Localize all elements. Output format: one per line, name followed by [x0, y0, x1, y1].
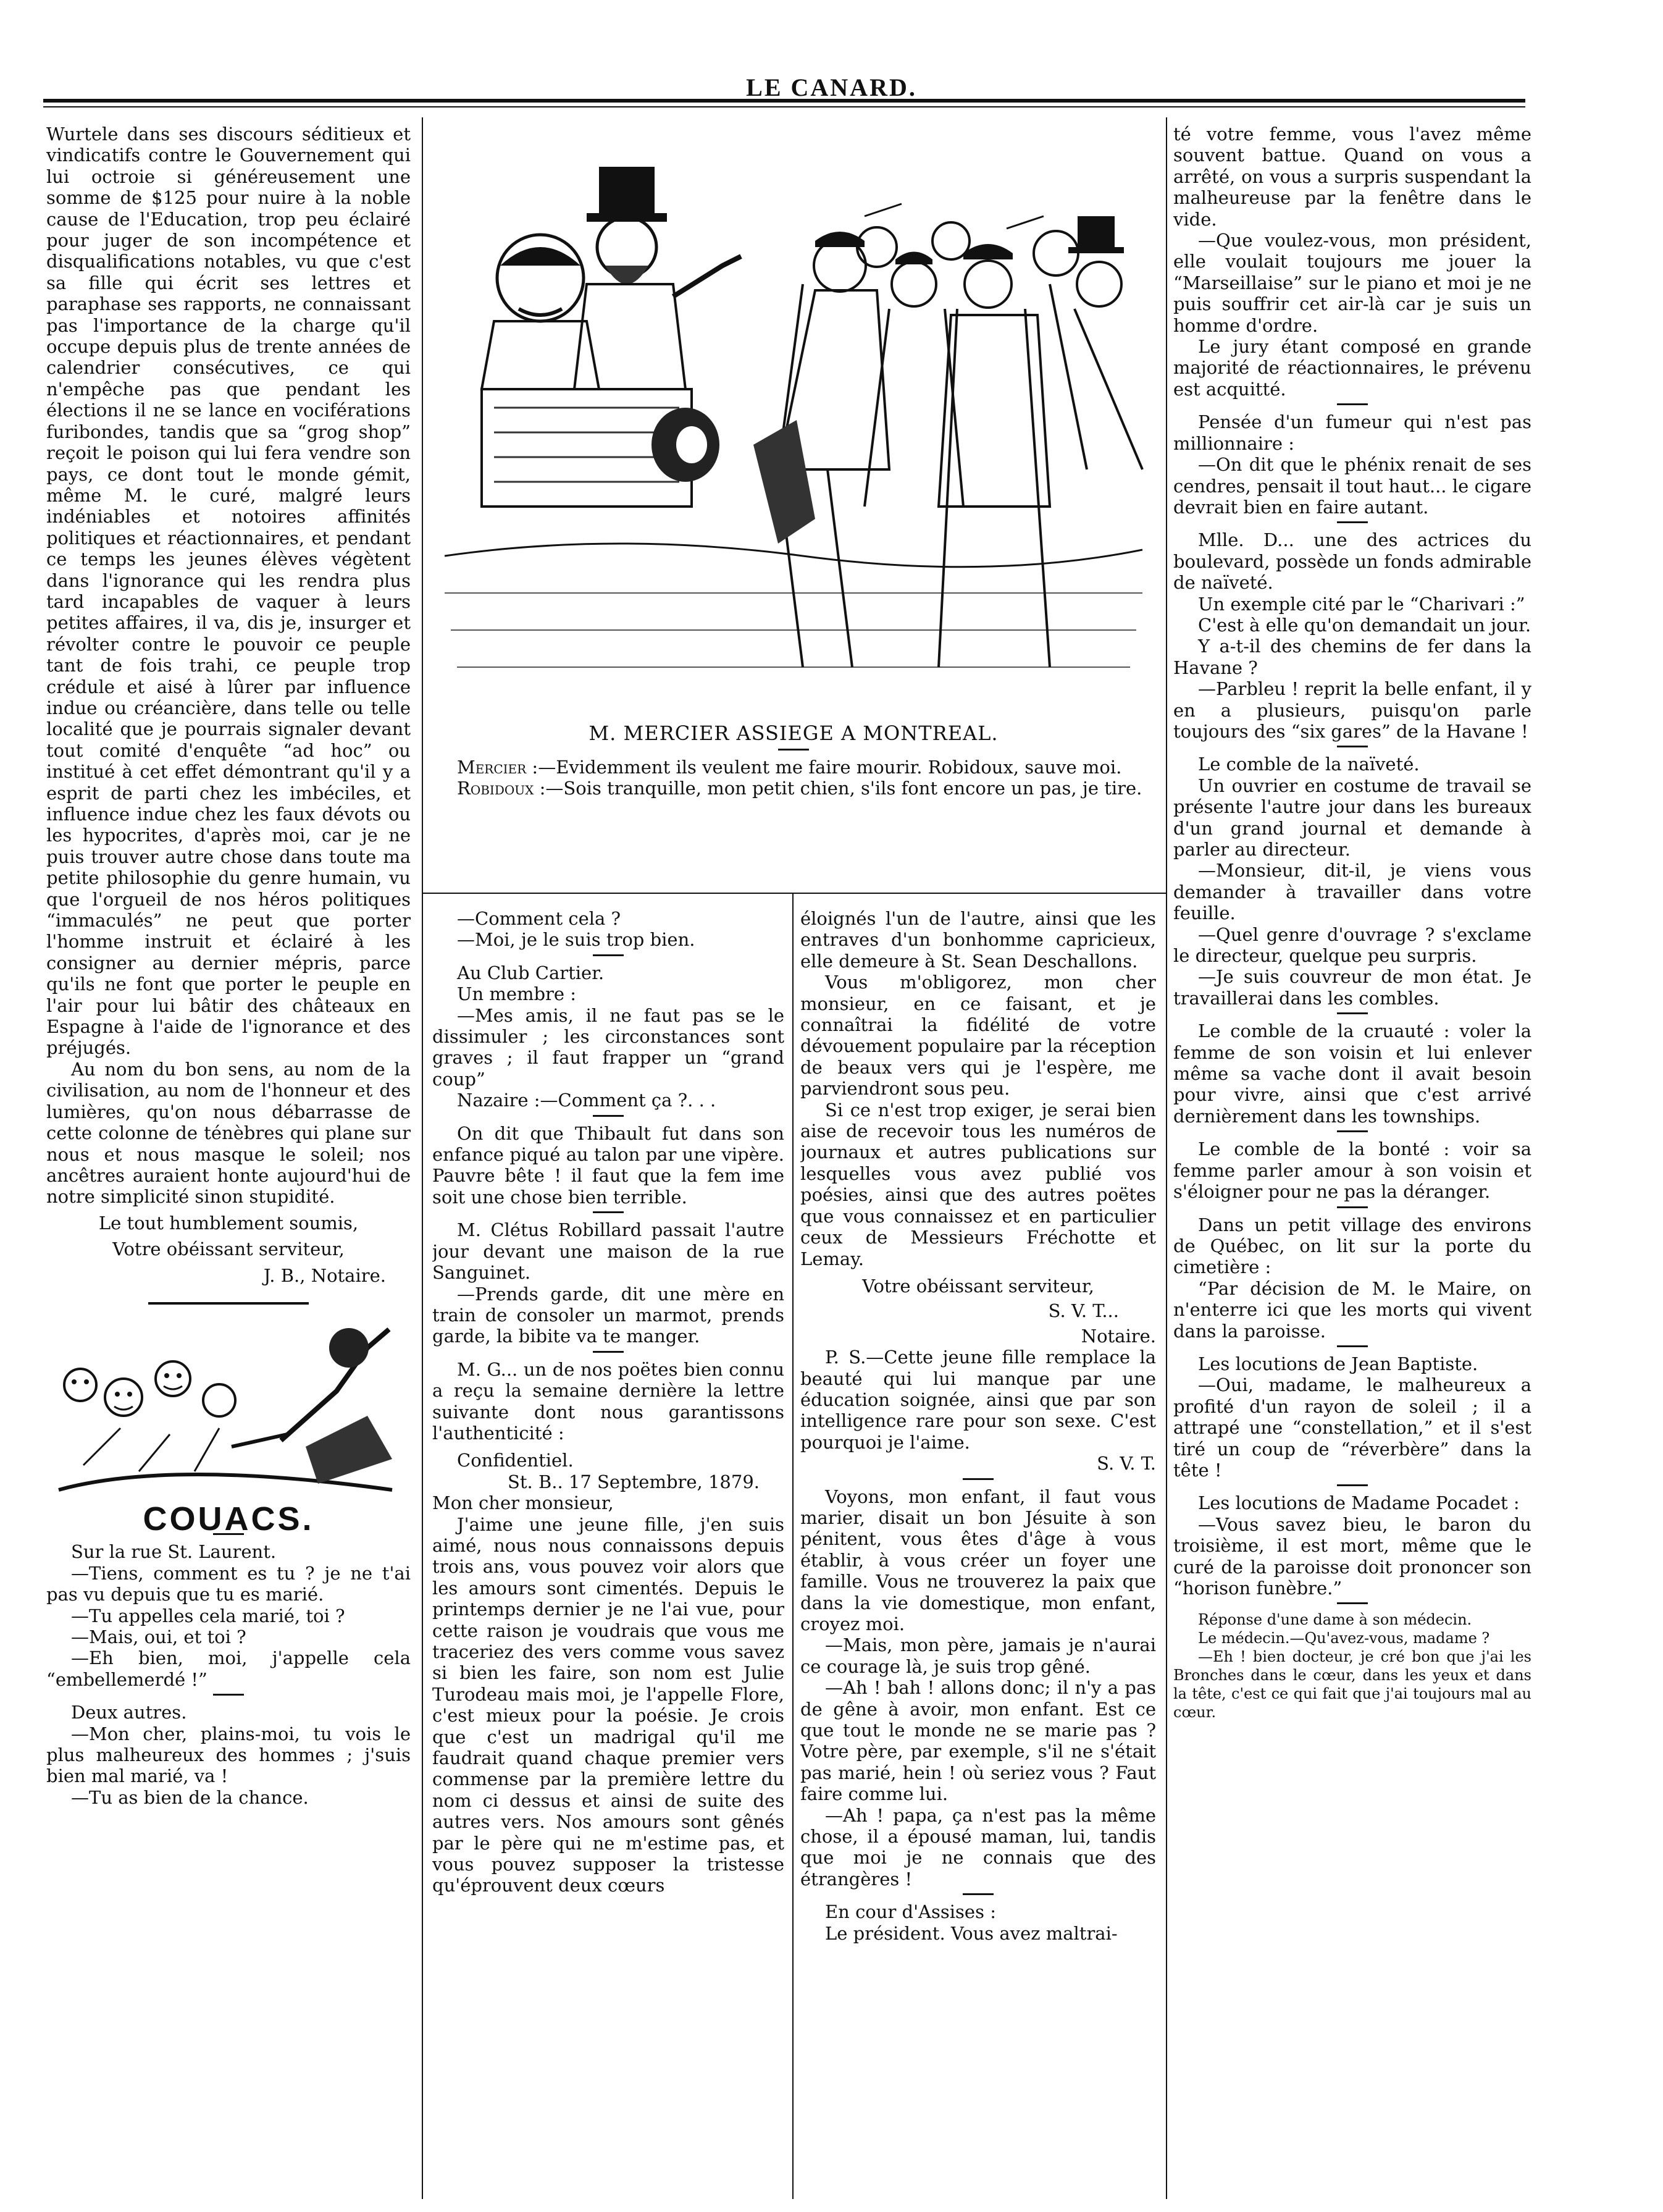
joke-text: On dit que Thibault fut dans son enfance piqué au talon par une vipère. Pauvre bête ! il faut que la fem ime soit une chose bien terrible. — [432, 1122, 784, 1208]
joke-text: Le médecin.—Qu'avez-vous, madame ? — [1198, 1630, 1490, 1647]
signature: S. V. T... — [1048, 1300, 1119, 1322]
joke-text: —Mon cher, plains-moi, tu vois le plus malheureux des hommes ; j'suis bien mal marié, va ! — [46, 1723, 411, 1787]
column-1 — [46, 124, 411, 2199]
joke-text: —Que voulez-vous, mon président, elle voulait toujours me jouer la “Marseillaise” sur le piano et moi je ne puis souffrir cet air-là car je suis un homme d'ordre. — [1173, 230, 1531, 336]
letter-text: J'aime une jeune fille, j'en suis aimé, nous nous connaissons depuis trois ans, vous pouvez voir alors que les amours sont cimentés. Depuis le printemps dernier je ne l'ai vue, pour cette raison je voudrais que vous me traceriez des vers comme vous savez si bien les faire, son nom est Julie Turodeau mais moi, je l'appelle Flore, c'est mieux pour la poésie. Je crois que c'est un madrigal qu'il me faudrait quand chaque premier vers commense par la première lettre du nom ci dessus et ainsi de suite des autres vers. Nos amours sont gênés par le père qui ne m'estime pas, et vous pouvez supposer la tristesse qu'éprouvent deux cœurs — [432, 1513, 784, 1896]
joke-text: Voyons, mon enfant, il faut vous marier, disait un bon Jésuite à son pénitent, vous êtes d'âge à vous établir, à vous créer un foyer une famille. Vous ne trouverez la paix que dans la vie domestique, mon enfant, croyez moi. — [800, 1486, 1156, 1634]
joke-text: Les locutions de Madame Pocadet : — [1198, 1492, 1520, 1514]
joke-text: —Mais, mon père, jamais je n'aurai ce courage là, je suis trop gêné. — [800, 1634, 1156, 1677]
joke-text: —Je suis couvreur de mon état. Je travaillerai dans les combles. — [1173, 966, 1531, 1009]
joke-text: té votre femme, vous l'avez même souvent battue. Quand on vous a arrêté, on vous a surpris suspendant la malheureuse par la fenêtre dans le vide. — [1173, 124, 1531, 230]
letter-text: Si ce n'est trop exiger, je serai bien aise de recevoir tous les numéros de journaux et autres publications sur lesquelles vous avez publié vos poésies, ainsi que des autres poëtes que vous connaissez et en particulier ceux de Messieurs Fréchotte et Lemay. — [800, 1099, 1156, 1269]
joke-text: —Oui, madame, le malheureux a profité d'un rayon de soleil ; il a attrapé une “constellation,” et il s'est tiré un coup de “réverbère” dans la tête ! — [1173, 1374, 1531, 1481]
joke-text: —Moi, je le suis trop bien. — [457, 929, 695, 951]
signature: J. B., Notaire. — [263, 1264, 386, 1286]
joke-text: Le jury étant composé en grande majorité de réactionnaires, le prévenu est acquitté. — [1173, 336, 1531, 400]
joke-text: Le comble de la bonté : voir sa femme parler amour à son voisin et s'éloigner pour ne pas la déranger. — [1173, 1138, 1531, 1203]
column-4 — [1173, 124, 1531, 2199]
caption-dialogue — [432, 757, 1149, 778]
separator — [213, 1694, 244, 1696]
dialogue-text: :—Evidemment ils veulent me faire mourir. Robidoux, sauve moi. — [526, 757, 1122, 778]
article-text: Wurtele dans ses discours séditieux et vindicatifs contre le Gouvernement qui lui octroie si généreusement une somme de $125 pour nuire à la noble cause de l'Education, trop peu éclairé pour juger de son incompétence et disqualifications notables, vu que c'est sa fille qui écrit ses lettres et paraphase ses rapports, ne connaissant pas l'importance de la charge qu'il occupe depuis plus de trente années de calendrier consécutives, ce qui n'empêche pas que pendant les élections il ne se lance en vociférations furibondes, tandis que sa “grog shop” reçoit le poison qui lui fera vendre son pays, ce dont tout le monde gémit, même M. le curé, malgré leurs indéniables et notoires affinités politiques et réactionnaires, et pendant ce temps les jeunes élèves végètent dans l'ignorance qui les rendra plus tard incapables de vaquer à leurs petites affaires, il va, dis je, insurger et révolter contre le pouvoir ce peuple tant de fois trahi, ce peuple trop crédule et aisé à lûrer par influence indue ou créancière, dans telle ou telle localité que je pourrais signaler devant tout comité d'enquête “ad hoc” ou institué à cet effet démontrant qu'il y a esprit de parti chez les imbéciles, et influence indue chez les faux dévots ou les hypocrites, d'après moi, car je ne puis trouver autre chose dans toute ma petite philosophie du genre humain, vu que l'orgueil de nos héros politiques “immaculés” ne peut que porter l'homme instruit et éclairé à les consigner au dernier mépris, parce qu'ils ne font que porter le peuple en l'air pour lui bâtir des châteaux en Espagne à l'aide de l'ignorance et des préjugés. — [46, 124, 411, 1059]
letter-heading: Confidentiel. — [457, 1450, 574, 1471]
joke-text: Réponse d'une dame à son médecin. — [1198, 1611, 1472, 1629]
separator — [1337, 1012, 1368, 1014]
joke-text: Un ouvrier en costume de travail se présente l'autre jour dans les bureaux d'un grand journal et demande à parler au directeur. — [1173, 775, 1531, 860]
closing: Votre obéissant serviteur, — [862, 1275, 1094, 1297]
column-2 — [432, 908, 784, 2199]
joke-text: Les locutions de Jean Baptiste. — [1198, 1353, 1478, 1374]
joke-text: —Quel genre d'ouvrage ? s'exclame le directeur, quelque peu surpris. — [1173, 923, 1531, 967]
joke-text: Mlle. D... une des actrices du boulevard, possède un fonds admirable de naïveté. — [1173, 529, 1531, 594]
joke-text: Nazaire :—Comment ça ?. . . — [457, 1090, 716, 1111]
separator — [963, 1478, 994, 1480]
joke-text: Au Club Cartier. — [457, 962, 605, 983]
joke-text: —Tiens, comment es tu ? je ne t'ai pas vu depuis que tu es marié. — [46, 1562, 411, 1605]
masthead-rule — [43, 99, 1525, 103]
joke-text: Le comble de la cruauté : voler la femme de son voisin et lui enlever même sa vache dont il avait besoin pour vivre, ainsi que c'est arrivé dernièrement dans les townships. — [1173, 1020, 1531, 1127]
speaker-name: Mercier — [457, 757, 527, 778]
joke-text: —Tu as bien de la chance. — [71, 1786, 309, 1808]
joke-text: Un exemple cité par le “Charivari :” — [1198, 593, 1525, 615]
letter-date: St. B.. 17 Septembre, 1879. — [508, 1471, 760, 1492]
joke-text: Sur la rue St. Laurent. — [71, 1541, 277, 1563]
joke-text: Le comble de la naïveté. — [1198, 754, 1420, 775]
speaker-name: Robidoux — [457, 778, 534, 799]
closing: Le tout humblement soumis, — [98, 1212, 359, 1234]
separator — [1337, 746, 1368, 747]
separator — [1337, 1345, 1368, 1347]
main-illustration — [432, 124, 1155, 717]
joke-text: —Vous savez bieu, le baron du troisième, il est mort, même que le curé de la paroisse doit prononcer son “horison funèbre.” — [1173, 1513, 1531, 1599]
separator — [593, 1351, 624, 1353]
joke-text: M. G... un de nos poëtes bien connu a reçu la semaine dernière la lettre suivante dont nous garantissons l'authenticité : — [432, 1358, 784, 1444]
separator — [593, 954, 624, 956]
separator — [1337, 1484, 1368, 1486]
couacs-illustration — [46, 1305, 411, 1508]
joke-text: —Parbleu ! reprit la belle enfant, il y en a plusieurs, puisqu'on parle toujours des “six gares” de la Havane ! — [1173, 678, 1531, 742]
letter-text: P. S.—Cette jeune fille remplace la beauté qui lui manque par une éducation soignée, ainsi que par son intelligence rare pour son sexe. C'est pourquoi je l'aime. — [800, 1347, 1156, 1453]
joke-text: Pensée d'un fumeur qui n'est pas millionnaire : — [1173, 411, 1531, 454]
joke-text: —Monsieur, dit-il, je viens vous demander à travailler dans votre feuille. — [1173, 860, 1531, 924]
joke-text: —Mes amis, il ne faut pas se le dissimuler ; les circonstances sont graves ; il faut frapper un “grand coup” — [432, 1004, 784, 1090]
separator — [1337, 521, 1368, 523]
joke-text: —Eh bien, moi, j'appelle cela “embellemerdé !” — [46, 1647, 411, 1690]
separator — [1337, 1206, 1368, 1208]
joke-text: M. Clétus Robillard passait l'autre jour devant une maison de la rue Sanguinet. — [432, 1219, 784, 1284]
separator — [593, 1115, 624, 1117]
closing: Votre obéissant serviteur, — [112, 1238, 345, 1260]
letter-text: éloignés l'un de l'autre, ainsi que les entraves d'un bonhomme capricieux, elle demeure à St. Sean Deschallons. — [800, 908, 1156, 972]
clowns-drawing-icon — [46, 1305, 411, 1508]
joke-text: —Comment cela ? — [457, 908, 621, 929]
joke-text: —Eh ! bien docteur, je cré bon que j'ai les Bronches dans le cœur, dans les yeux et dans la tête, c'est ce qui fait que j'ai toujours mal au cœur. — [1173, 1648, 1531, 1722]
joke-text: Deux autres. — [71, 1702, 187, 1723]
joke-text: —Mais, oui, et toi ? — [71, 1626, 246, 1647]
joke-text: —Tu appelles cela marié, toi ? — [71, 1605, 345, 1626]
joke-text: —Ah ! papa, ça n'est pas la même chose, il a épousé maman, lui, tandis que moi je ne connais que des étrangères ! — [800, 1804, 1156, 1890]
signature: S. V. T. — [1097, 1453, 1156, 1474]
separator — [1337, 403, 1368, 405]
column-divider — [422, 117, 423, 2199]
joke-text: —Prends garde, dit une mère en train de consoler un marmot, prends garde, la bibite va te manger. — [432, 1283, 784, 1347]
joke-text: —Ah ! bah ! allons donc; il n'y a pas de gêne à avoir, mon enfant. Est ce que tout le monde ne se marie pas ? Votre père, par exemple, s'il ne s'était pas marié, hein ! où seriez vous ? Faut faire comme lui. — [800, 1677, 1156, 1805]
caption-dialogue — [432, 778, 1149, 799]
separator — [778, 749, 809, 751]
letter-text: Vous m'obligorez, mon cher monsieur, en ce faisant, et je connaîtrai la fidélité de votre dévouement populaire par la réception de beaux vers qui je l'espère, me parviendront sous peu. — [800, 972, 1156, 1100]
masthead: LE CANARD. — [746, 74, 917, 101]
column-divider — [1166, 117, 1167, 2199]
joke-text: Le président. Vous avez maltrai- — [825, 1922, 1118, 1944]
couacs-heading: COUACS. — [143, 1500, 314, 1537]
separator — [1337, 1130, 1368, 1132]
column-divider — [792, 893, 794, 2199]
joke-text: “Par décision de M. le Maire, on n'enterre ici que les morts qui vivent dans la paroisse. — [1173, 1277, 1531, 1342]
illustration-caption-block — [432, 721, 1155, 799]
joke-text: —On dit que le phénix renait de ses cendres, pensait il tout haut... le cigare devrait bien en faire autant. — [1173, 454, 1531, 518]
signature-title: Notaire. — [1081, 1325, 1156, 1347]
separator — [963, 1893, 994, 1895]
section-divider — [422, 893, 1166, 894]
column-3 — [800, 908, 1156, 2199]
separator — [1337, 1602, 1368, 1604]
crowd-cartoon-icon — [432, 124, 1155, 717]
joke-text: C'est à elle qu'on demandait un jour. — [1198, 614, 1531, 636]
separator — [593, 1211, 624, 1213]
joke-text: Un membre : — [457, 983, 577, 1005]
illustration-caption: M. MERCIER ASSIEGE A MONTREAL. — [589, 721, 999, 745]
letter-salutation: Mon cher monsieur, — [432, 1492, 614, 1514]
joke-text: Dans un petit village des environs de Québec, on lit sur la porte du cimetière : — [1173, 1214, 1531, 1278]
dialogue-text: :—Sois tranquille, mon petit chien, s'ils font encore un pas, je tire. — [534, 778, 1142, 799]
article-text: Au nom du bon sens, au nom de la civilisation, au nom de l'honneur et des lumières, qu'on nous débarrasse de cette colonne de ténèbres qui plane sur nous et nous masque le soleil; nos ancêtres auraient honte aujourd'hui de notre simplicité sinon stupidité. — [46, 1058, 411, 1208]
joke-text: En cour d'Assises : — [825, 1901, 996, 1923]
joke-text: Y a-t-il des chemins de fer dans la Havane ? — [1173, 636, 1531, 678]
masthead-rule-thin — [43, 106, 1525, 107]
